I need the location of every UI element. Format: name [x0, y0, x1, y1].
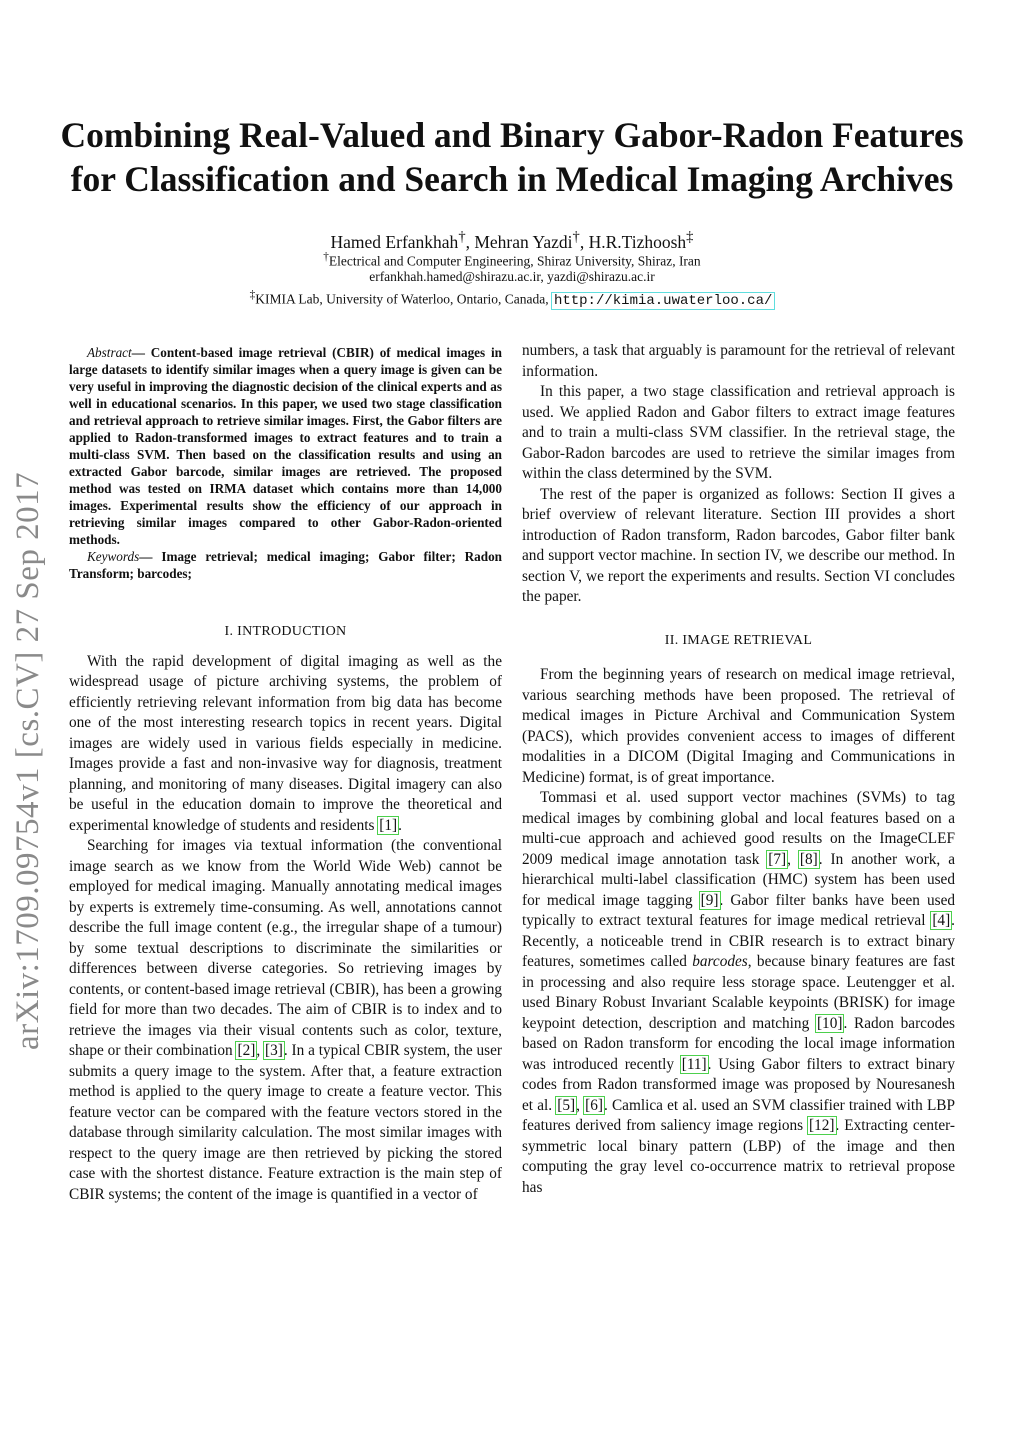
- citation-12[interactable]: [12]: [809, 1117, 835, 1134]
- keywords-label: Keywords: [87, 549, 140, 564]
- keywords-text: Image retrieval; medical imaging; Gabor filter; Radon Transform; barcodes;: [69, 549, 503, 581]
- retrieval-paragraph-2: [522, 788, 955, 1198]
- arxiv-identifier: arXiv:1709.09754v1 [cs.CV] 27 Sep 2017: [10, 471, 46, 1050]
- ir-text-f: . Radon barcodes based on Radon transform for encoding the local image information was introduced recently: [522, 1014, 955, 1073]
- intro-paragraph-4: In this paper, a two stage classification and retrieval approach is used. We applied Radon and Gabor filters to extract image features and to train a multi-class SVM classifier. In the retrieval stage, the Gabor-Radon barcodes are used to retrieve the similar images from within the class determined by the SVM.: [522, 383, 955, 482]
- keywords-dash: —: [139, 549, 162, 564]
- citation-1[interactable]: [1]: [379, 816, 398, 834]
- intro-paragraph-2: [69, 836, 502, 1205]
- intro-p2-sep: ,: [256, 1042, 265, 1059]
- author-3: , H.R.Tizhoosh: [579, 231, 687, 252]
- title-line-1: Combining Real-Valued and Binary Gabor-Radon Features: [60, 115, 964, 155]
- paper-title: [40, 113, 984, 201]
- abstract-block: [69, 344, 502, 582]
- affiliation-2-mark: ‡: [249, 289, 256, 301]
- intro-paragraph-3: numbers, a task that arguably is paramount for the retrieval of relevant information.: [522, 342, 955, 380]
- intro-p1-end: .: [398, 816, 402, 834]
- section-title-rest-1: MAGE: [687, 632, 734, 648]
- intro-p2-text-a: Searching for images via textual information (the conventional image search as we know from the World Wide Web) cannot be employed for medical imaging. Manually annotating medical images by experts is extremely time-consuming. As well, annotations cannot describe the full image content (e.g., the irregular shape of a tumour) by some textual descriptions to discriminate the similarities or differences between diverse categories. So retrieving images by contents, or content-based image retrieval (CBIR), has been a growing field for more than two decades. The aim of CBIR is to index and to retrieve the images via their visual contents such as color, texture, shape or their combination: [69, 837, 502, 1059]
- affiliation-1-text: Electrical and Computer Engineering, Shiraz University, Shiraz, Iran: [328, 253, 701, 269]
- retrieval-paragraph-1: From the beginning years of research on medical image retrieval, various searching methods have been proposed. The retrieval of medical images in Picture Archival and Communication System (PACS), which provides convenient access to images of different modalities in a DICOM (Digital Imaging and Communications in Medicine) format, is of great importance.: [522, 666, 955, 786]
- ir-sep-2: ,: [576, 1096, 585, 1114]
- section-heading-introduction: [69, 622, 502, 643]
- abstract-paragraph: [69, 344, 502, 548]
- ir-text-a: Tommasi et al. used support vector machines (SVMs) to tag medical images by combining global and local features based on a multi-cue approach and achieved good results on the ImageCLEF 2009 medical image annotation task: [522, 789, 955, 868]
- citation-10[interactable]: [10]: [816, 1014, 843, 1032]
- ir-text-c: . Gabor filter banks have been used typically to extract textural features for image medical retrieval: [522, 891, 956, 929]
- section-title-rest-2: ETRIEVAL: [743, 632, 813, 648]
- citation-3[interactable]: [3]: [265, 1042, 283, 1059]
- abstract-label: Abstract: [87, 345, 132, 360]
- citation-8[interactable]: [8]: [799, 850, 818, 868]
- intro-paragraph-5: The rest of the paper is organized as follows: Section II gives a brief overview of relevant literature. Section III provides a short introduction of Radon transform, Radon barcodes, Gabor filter bank and support vector machine. In section IV, we describe our method. In section V, we report the experiments and results. Section VI concludes the paper.: [522, 485, 955, 605]
- author-2: , Mehran Yazdi: [465, 231, 573, 252]
- intro-p2-text-b: . In a typical CBIR system, the user submits a query image to the system. After that, a feature extraction method is applied to the query image to create a feature vector. This feature vector can be compared with the feature vectors stored in the database through similarity calculation. The most similar images with respect to the query image are then retrieved by picking the stored case with the shortest distance. Feature extraction is the main step of CBIR systems; the content of the image is quantified in a vector of: [69, 1042, 502, 1203]
- ir-text-e: , because binary features are fast in processing and also require less storage space. Leutengger et al. used Binary Robust Invariant Scalable keypoints (BRISK) for image keypoint detection, description and matching: [522, 953, 955, 1032]
- section-title-initial-2: R: [733, 632, 744, 648]
- citation-5[interactable]: [5]: [557, 1096, 576, 1114]
- ir-sep-1: ,: [787, 850, 799, 868]
- citation-9[interactable]: [9]: [700, 891, 719, 909]
- affiliation-emails: erfankhah.hamed@shirazu.ac.ir, yazdi@shirazu.ac.ir: [369, 269, 655, 284]
- intro-p1-text: With the rapid development of digital imaging as well as the widespread usage of picture archiving systems, the problem of efficiently retrieving relevant information from big data has become one of the most interesting research topics in recent years. Digital images are widely used in various fields especially in medicine. Images provide a fast and non-invasive way for diagnosis, treatment planning, and monitoring of many diseases. Digital imagery can also be useful in the education domain to improve the theoretical and experimental knowledge of students and residents: [69, 652, 502, 834]
- citation-11[interactable]: [11]: [681, 1055, 707, 1073]
- section-number: II.: [664, 632, 683, 648]
- author-1-mark: †: [458, 229, 466, 245]
- affiliation-2: [60, 286, 964, 310]
- keywords-paragraph: [69, 548, 502, 582]
- section-title-initial-1: I: [682, 632, 688, 648]
- author-1: Hamed Erfankhah: [330, 231, 459, 252]
- section-heading-image-retrieval: [522, 631, 955, 652]
- section-number: I.: [224, 624, 238, 639]
- abstract-dash: —: [131, 345, 151, 360]
- citation-6[interactable]: [6]: [585, 1096, 603, 1114]
- lab-url-link[interactable]: http://kimia.uwaterloo.ca/: [553, 292, 773, 309]
- section-title-initial: I: [237, 624, 243, 639]
- ir-barcodes-term: barcodes: [692, 953, 748, 970]
- citation-4[interactable]: [4]: [932, 912, 951, 929]
- author-2-mark: †: [572, 229, 580, 245]
- section-title-rest: NTRODUCTION: [242, 624, 347, 639]
- ir-text-g: . Using Gabor filters to extract binary codes from Radon transformed image was proposed by Nouresanesh et al.: [522, 1055, 956, 1114]
- citation-2[interactable]: [2]: [237, 1042, 256, 1059]
- citation-7[interactable]: [7]: [768, 850, 787, 868]
- title-line-2: for Classification and Search in Medical Imaging Archives: [70, 159, 954, 199]
- ir-text-i: . Extracting center-symmetric local binary pattern (LBP) of the image and then computing the gray level co-occurrence matrix to retrieval propose has: [522, 1117, 956, 1196]
- author-3-mark: ‡: [686, 229, 694, 245]
- intro-paragraph-1: [69, 652, 502, 837]
- ir-text-h: . Camlica et al. used an SVM classifier trained with LBP features derived from saliency image regions: [522, 1096, 955, 1134]
- left-column: [69, 622, 502, 1205]
- abstract-text: Content-based image retrieval (CBIR) of medical images in large datasets to identify similar images when a query image is given can be very useful in improving the diagnostic decision of the clinical experts and as well in educational scenarios. In this paper, we used two stage classification and retrieval approach to retrieve similar images. First, the Gabor filters are applied to Radon-transformed images to extract features and to train a multi-class SVM. Then based on the classification results and using an extracted Gabor barcode, similar images are retrieved. The proposed method was tested on IRMA dataset which contains more than 14,000 images. Experimental results show the efficiency of our approach in retrieving similar images compared to other Gabor-Radon-oriented methods.: [69, 345, 502, 547]
- affiliation-1-mark: †: [323, 251, 329, 263]
- right-column: [522, 341, 955, 1198]
- ir-text-b: . In another work, a hierarchical multi-label classification (HMC) system has been used for medical image tagging: [522, 850, 955, 909]
- affiliation-2-text: KIMIA Lab, University of Waterloo, Ontario, Canada,: [255, 291, 552, 307]
- ir-text-d: . Recently, a noticeable trend in CBIR research is to extract binary features, sometimes called: [522, 912, 955, 970]
